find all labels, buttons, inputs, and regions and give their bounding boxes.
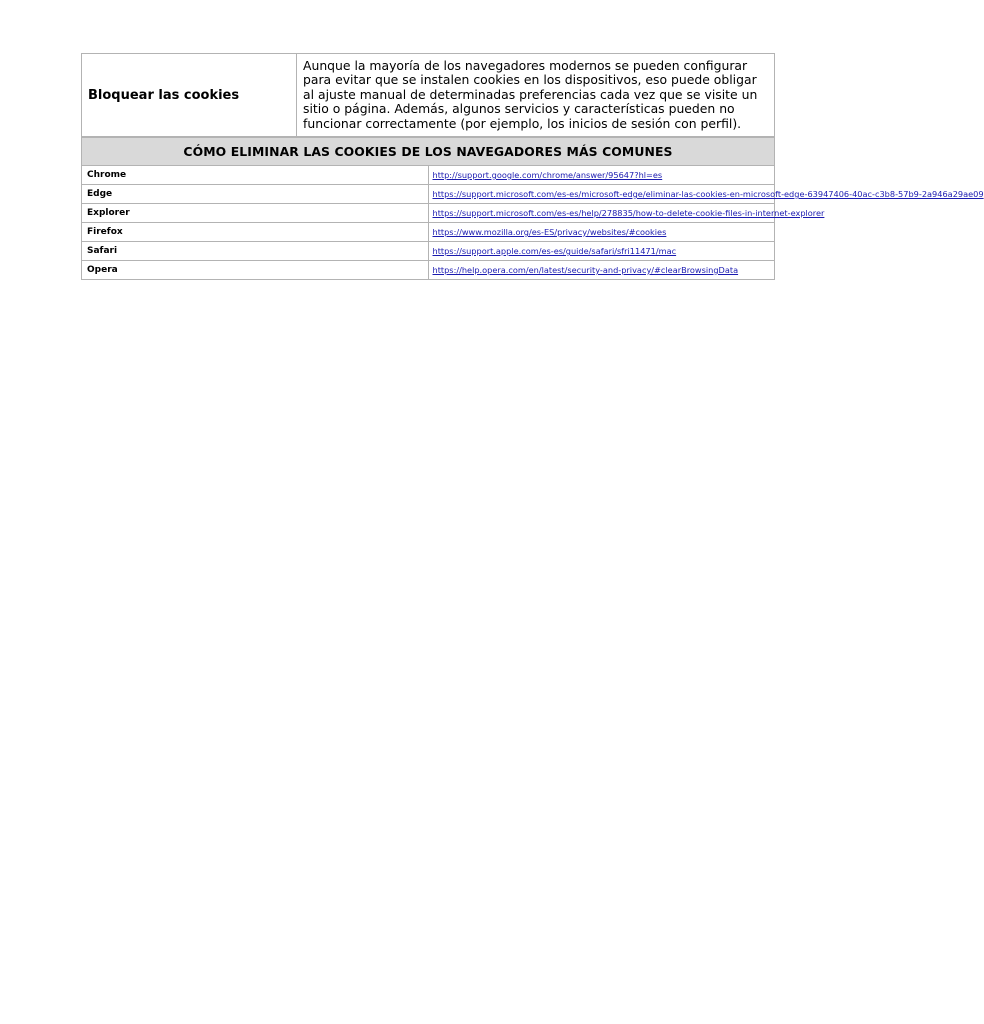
block-cookies-label: Bloquear las cookies (82, 54, 297, 137)
browser-name-firefox: Firefox (82, 223, 429, 242)
link-edge[interactable]: https://support.microsoft.com/es-es/microsoft-edge/eliminar-las-cookies-en-microsoft-edge-63947406-40ac-c3b8-57b9-2a946a29ae09 (432, 189, 984, 199)
table-row (82, 204, 775, 223)
browser-links-heading: CÓMO ELIMINAR LAS COOKIES DE LOS NAVEGADORES MÁS COMUNES (82, 138, 775, 166)
browser-name-opera: Opera (82, 261, 429, 280)
browser-links-header-row (82, 138, 775, 166)
browser-name-edge: Edge (82, 185, 429, 204)
link-firefox[interactable]: https://www.mozilla.org/es-ES/privacy/websites/#cookies (432, 227, 667, 237)
link-safari[interactable]: https://support.apple.com/es-es/guide/safari/sfri11471/mac (432, 246, 677, 256)
block-cookies-table (81, 53, 775, 137)
browser-name-explorer: Explorer (82, 204, 429, 223)
link-opera[interactable]: https://help.opera.com/en/latest/security-and-privacy/#clearBrowsingData (432, 265, 739, 275)
browser-name-chrome: Chrome (82, 166, 429, 185)
table-row (82, 242, 775, 261)
browser-name-safari: Safari (82, 242, 429, 261)
link-chrome[interactable]: http://support.google.com/chrome/answer/95647?hl=es (432, 170, 663, 180)
table-row (82, 185, 775, 204)
link-explorer[interactable]: https://support.microsoft.com/es-es/help/278835/how-to-delete-cookie-files-in-internet-explorer (432, 208, 825, 218)
block-cookies-description: Aunque la mayoría de los navegadores modernos se pueden configurar para evitar que se instalen cookies en los dispositivos, eso puede obligar al ajuste manual de determinadas preferencias cada vez que se visite un sitio o página. Además, algunos servicios y características pueden no funcionar correctamente (por ejemplo, los inicios de sesión con perfil). (297, 54, 775, 137)
table-row (82, 166, 775, 185)
block-cookies-row (82, 54, 775, 137)
browser-links-table (81, 137, 984, 280)
table-row (82, 223, 775, 242)
table-row (82, 261, 775, 280)
